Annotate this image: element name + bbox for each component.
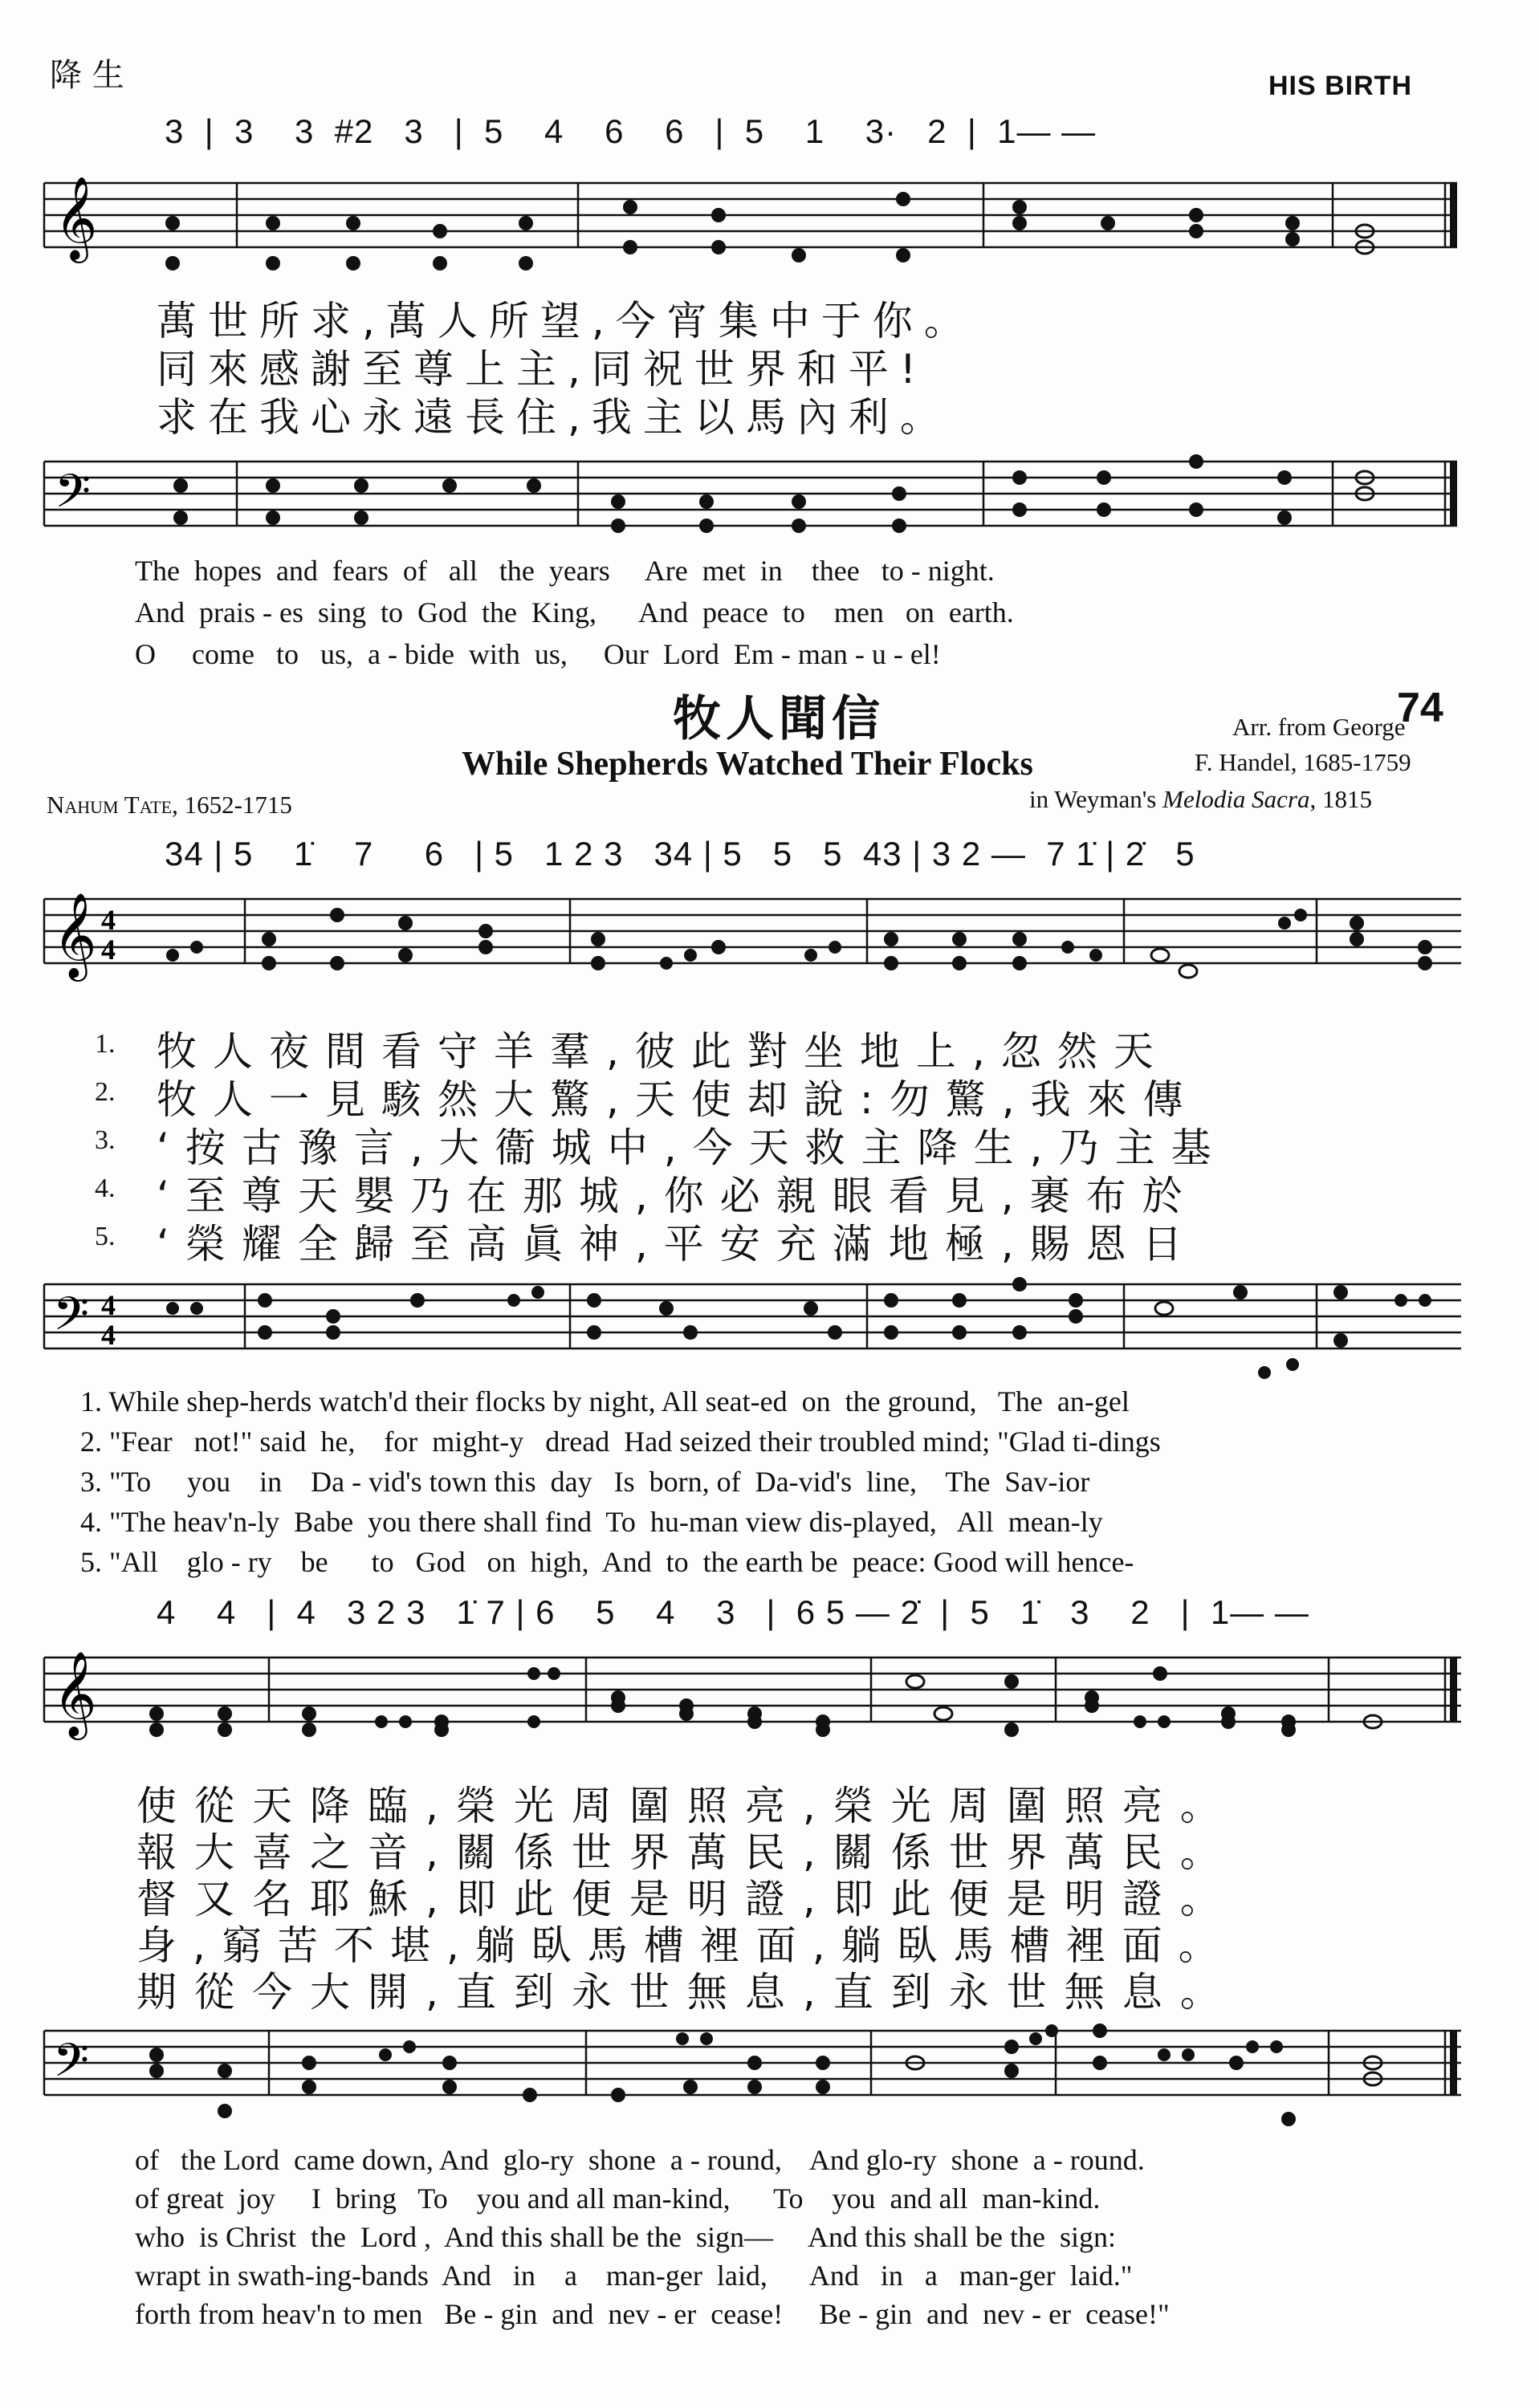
- section-title-cn: 降 生: [50, 57, 124, 94]
- lyric-cn-line-1: 萬世所求,萬人所望,今宵集中于你。: [157, 298, 975, 344]
- svg-text:4: 4: [101, 1319, 116, 1351]
- bass-staff-system-1: [0, 1268, 1539, 1389]
- lyric-en-verse-4-cont: wrapt in swath-ing-bands And in a man-ger laid, And in a man-ger laid.": [135, 2260, 1133, 2292]
- lyric-cn-verse-4-cont: 身,窮苦不堪,躺臥馬槽裡面,躺臥馬槽裡面。: [136, 1922, 1235, 1969]
- lyric-en-verse-3: 3. "To you in Da - vid's town this day Is born, of Da-vid's line, The Sav-ior: [80, 1466, 1090, 1498]
- section-title-en: HIS BIRTH: [1268, 71, 1412, 101]
- composer-line-3: in Weyman's Melodia Sacra, 1815: [1029, 785, 1373, 813]
- svg-text:𝄢: 𝄢: [53, 2033, 90, 2099]
- lyric-en-verse-1: 1. While shep-herds watch'd their flocks by night, All seat-ed on the ground, The an-gel: [80, 1385, 1130, 1418]
- treble-staff-system-1: [0, 883, 1539, 1003]
- lyric-en-verse-2-cont: of great joy I bring To you and all man-kind, To you and all man-kind.: [135, 2182, 1101, 2215]
- svg-text:𝄢: 𝄢: [53, 1287, 90, 1352]
- number-notation: 3 | 3 3 #2 3 | 5 4 6 6 | 5 1 3· 2 | 1— —: [165, 112, 1097, 150]
- lyric-en-line-1: The hopes and fears of all the years Are met in thee to - night.: [135, 555, 995, 587]
- svg-text:4: 4: [101, 1289, 116, 1321]
- hymn-title-en: While Shepherds Watched Their Flocks: [462, 746, 1033, 783]
- verse-number-3: 3.: [95, 1125, 116, 1155]
- lyric-en-verse-2: 2. "Fear not!" said he, for might-y dread Had seized their troubled mind; "Glad ti-dings: [80, 1426, 1161, 1458]
- treble-staff-system-2: [0, 1641, 1539, 1762]
- author-credit: Nahum Tate, 1652-1715: [47, 791, 292, 819]
- lyric-en-verse-5: 5. "All glo - ry be to God on high, And to the earth be peace: Good will hence-: [80, 1546, 1134, 1578]
- svg-text:𝄞: 𝄞: [53, 1650, 97, 1736]
- lyric-cn-verse-5-cont: 期從今大開,直到永世無息,直到永世無息。: [136, 1969, 1238, 2015]
- svg-text:4: 4: [101, 934, 116, 966]
- lyric-cn-line-3: 求在我心永遠長住,我主以馬內利。: [157, 394, 951, 441]
- svg-text:𝄞: 𝄞: [55, 176, 98, 260]
- svg-text:𝄞: 𝄞: [53, 892, 97, 978]
- composer-line-2: F. Handel, 1685-1759: [1195, 748, 1411, 776]
- bass-staff: [0, 445, 1539, 550]
- svg-text:𝄢: 𝄢: [55, 464, 92, 530]
- verse-number-2: 2.: [95, 1077, 116, 1107]
- lyric-en-verse-1-cont: of the Lord came down, And glo-ry shone a - round, And glo-ry shone a - round.: [135, 2144, 1145, 2176]
- lyric-en-line-2: And prais - es sing to God the King, And peace to men on earth.: [135, 596, 1014, 628]
- verse-number-4: 4.: [95, 1173, 116, 1203]
- lyric-en-verse-4: 4. "The heav'n-ly Babe you there shall find To hu-man view dis-played, All mean-ly: [80, 1506, 1103, 1538]
- composer-line-1: Arr. from George: [1232, 713, 1406, 741]
- hymn-number: 74: [1397, 685, 1443, 731]
- bass-staff-system-2: [0, 2015, 1539, 2135]
- lyric-cn-line-2: 同來感謝至尊上主,同祝世界和平!: [157, 346, 927, 393]
- hymn-title-cn: 牧人聞信: [673, 691, 885, 747]
- lyric-cn-verse-3: ‘按古豫言,大衞城中,今天救主降生,乃主基: [157, 1125, 1228, 1171]
- number-notation-system-2: 4 4 | 4 3 2 3 1̇ 7 | 6 5 4 3 | 6 5 — 2̇ | 5 1̇ 3 2 | 1— —: [157, 1593, 1309, 1631]
- lyric-cn-verse-2-cont: 報大喜之音,關係世界萬民,關係世界萬民。: [136, 1829, 1238, 1876]
- lyric-en-verse-5-cont: forth from heav'n to men Be - gin and nev - er cease! Be - gin and nev - er cease!": [135, 2298, 1170, 2330]
- lyric-cn-verse-1-cont: 使從天降臨,榮光周圍照亮,榮光周圍照亮。: [136, 1783, 1238, 1829]
- lyric-cn-verse-1: 牧人夜間看守羊羣,彼此對坐地上,忽然天: [157, 1028, 1170, 1075]
- verse-number-5: 5.: [95, 1222, 116, 1251]
- lyric-cn-verse-3-cont: 督又名耶穌,即此便是明證,即此便是明證。: [136, 1876, 1238, 1922]
- treble-staff: [0, 169, 1539, 281]
- lyric-en-line-3: O come to us, a - bide with us, Our Lord Em - man - u - el!: [135, 638, 941, 670]
- lyric-cn-verse-5: ‘榮耀全歸至高眞神,平安充滿地極,賜恩日: [157, 1221, 1199, 1267]
- svg-text:4: 4: [101, 904, 116, 936]
- lyric-en-verse-3-cont: who is Christ the Lord , And this shall be the sign— And this shall be the sign:: [135, 2221, 1116, 2253]
- lyric-cn-verse-4: ‘至尊天嬰乃在那城,你必親眼看見,裹布於: [157, 1173, 1199, 1219]
- lyric-cn-verse-2: 牧人一見駭然大驚,天使却說:勿驚,我來傳: [157, 1076, 1199, 1123]
- verse-number-1: 1.: [95, 1029, 116, 1059]
- number-notation-system-1: 34 | 5 1̇ 7 6 | 5 1 2 3 34 | 5 5 5 43 | 3 2 — 7 1̇ | 2̇ 5: [165, 835, 1195, 872]
